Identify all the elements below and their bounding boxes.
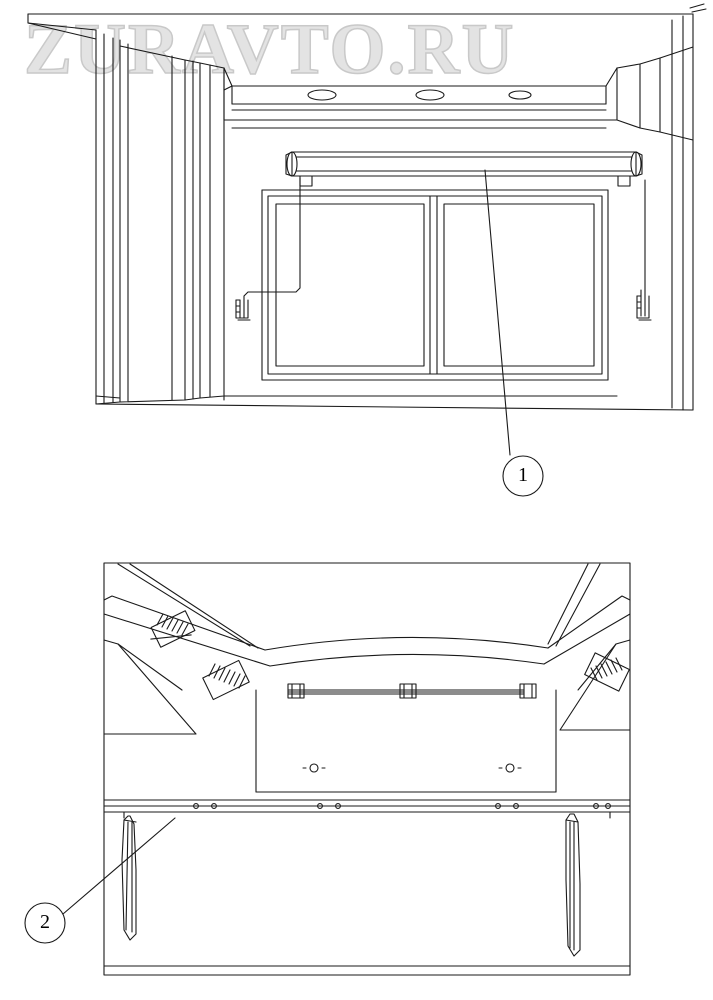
callout-1-leader [485, 170, 510, 455]
callout-1-group [485, 170, 543, 496]
watermark-zuravto: ZURAVTO.RU [24, 9, 516, 89]
callout-2-leader [63, 818, 175, 914]
callout-number-1: 1 [518, 464, 528, 486]
callout-number-2: 2 [40, 911, 50, 933]
figure-top-artwork [28, 4, 706, 410]
figure-bottom-artwork [104, 563, 630, 975]
